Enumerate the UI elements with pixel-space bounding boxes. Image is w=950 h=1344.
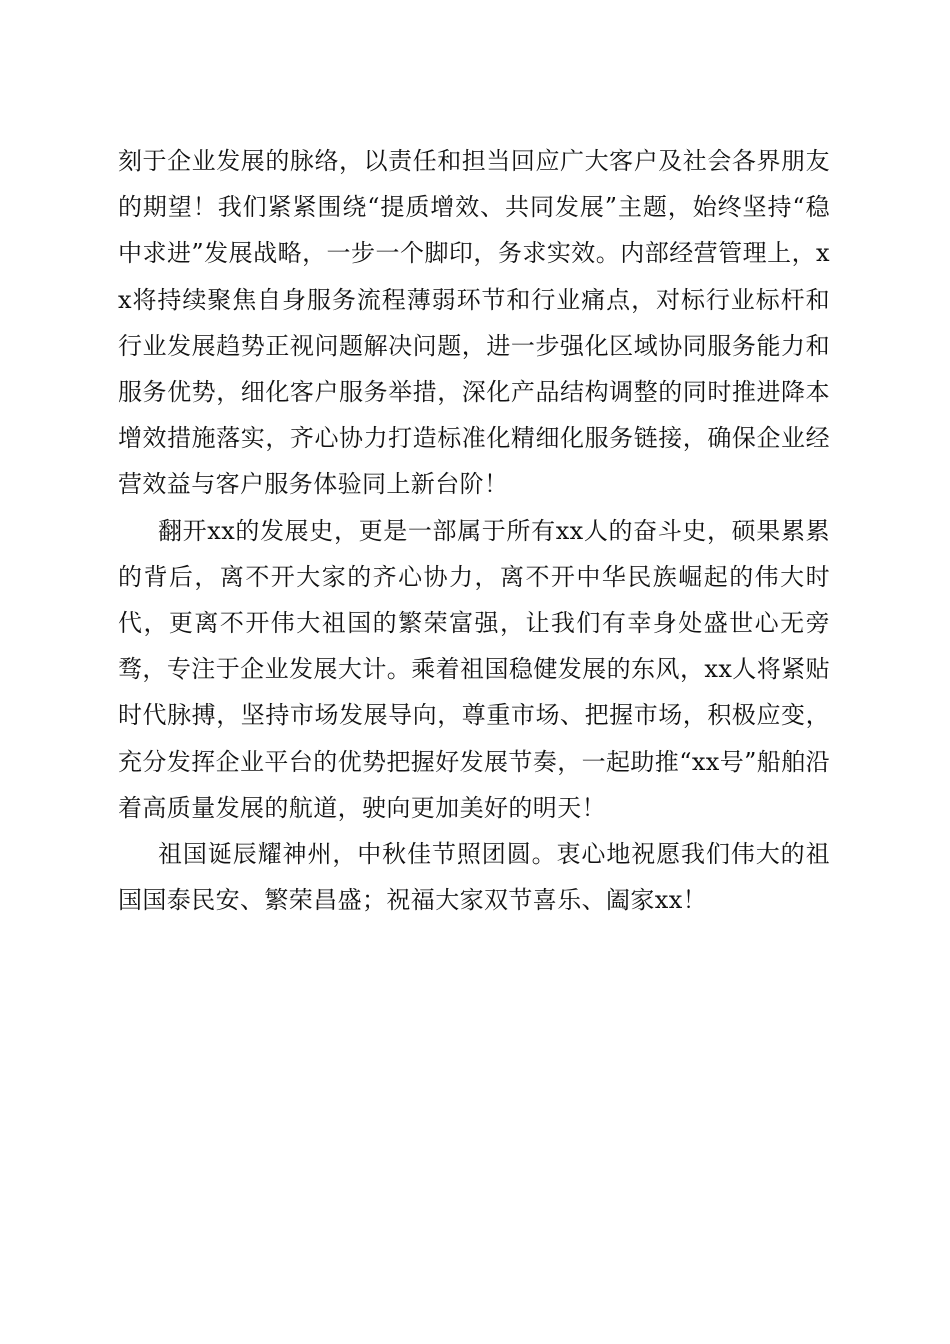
paragraph-3: 祖国诞辰耀神州，中秋佳节照团圆。衷心地祝愿我们伟大的祖国国泰民安、繁荣昌盛；祝福大家双节喜乐、阖家xx！: [118, 840, 830, 915]
paragraph-2: 翻开xx的发展史，更是一部属于所有xx人的奋斗史，硕果累累的背后，离不开大家的齐心协力，离不开中华民族崛起的伟大时代，更离不开伟大祖国的繁荣富强，让我们有幸身处盛世心无旁骛，专注于企业发展大计。乘着祖国稳健发展的东风，xx人将紧贴时代脉搏，坚持市场发展导向，尊重市场、把握市场，积极应变，充分发挥企业平台的优势把握好发展节奏，一起助推“xx号”船舶沿着高质量发展的航道，驶向更加美好的明天！: [118, 516, 831, 822]
paragraph-1: 刻于企业发展的脉络，以责任和担当回应广大客户及社会各界朋友的期望！我们紧紧围绕“提质增效、共同发展”主题，始终坚持“稳中求进”发展战略，一步一个脚印，务求实效。内部经营管理上，xx将持续聚焦自身服务流程薄弱环节和行业痛点，对标行业标杆和行业发展趋势正视问题解决问题，进一步强化区域协同服务能力和服务优势，细化客户服务举措，深化产品结构调整的同时推进降本增效措施落实，齐心协力打造标准化精细化服务链接，确保企业经营效益与客户服务体验同上新台阶！: [118, 147, 830, 499]
document-body: [118, 138, 830, 923]
